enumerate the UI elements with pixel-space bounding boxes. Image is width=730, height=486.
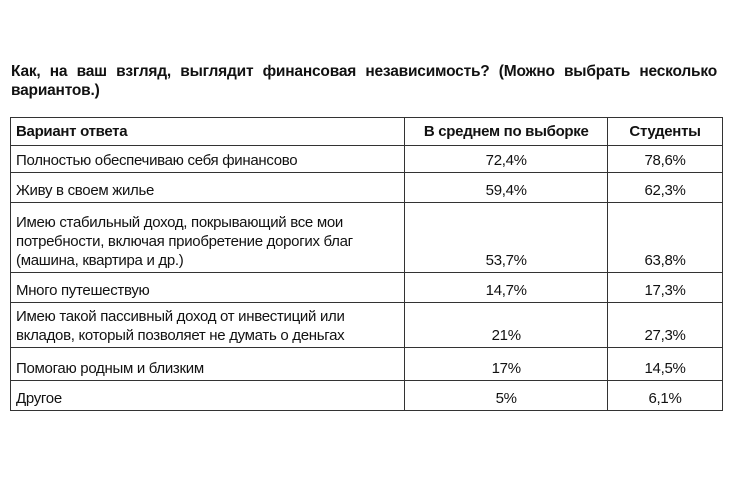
option-cell: Другое <box>11 381 405 411</box>
table-row <box>11 303 723 348</box>
students-cell: 14,5% <box>608 348 723 381</box>
survey-results-table <box>10 117 723 411</box>
option-cell: Имею такой пассивный доход от инвестиций или вкладов, который позволяет не думать о деньгах <box>11 303 405 348</box>
students-cell: 63,8% <box>608 203 723 273</box>
students-cell: 78,6% <box>608 146 723 173</box>
option-cell: Помогаю родным и близким <box>11 348 405 381</box>
average-cell: 14,7% <box>405 273 608 303</box>
header-average: В среднем по выборке <box>405 118 608 146</box>
average-cell: 53,7% <box>405 203 608 273</box>
students-cell: 62,3% <box>608 173 723 203</box>
option-cell: Полностью обеспечиваю себя финансово <box>11 146 405 173</box>
average-cell: 59,4% <box>405 173 608 203</box>
students-cell: 6,1% <box>608 381 723 411</box>
average-cell: 17% <box>405 348 608 381</box>
option-cell: Живу в своем жилье <box>11 173 405 203</box>
table-row <box>11 381 723 411</box>
average-cell: 5% <box>405 381 608 411</box>
table-row <box>11 146 723 173</box>
table-row <box>11 173 723 203</box>
header-students: Студенты <box>608 118 723 146</box>
students-cell: 17,3% <box>608 273 723 303</box>
average-cell: 72,4% <box>405 146 608 173</box>
header-option: Вариант ответа <box>11 118 405 146</box>
average-cell: 21% <box>405 303 608 348</box>
table-row <box>11 273 723 303</box>
table-header-row <box>11 118 723 146</box>
table-row <box>11 203 723 273</box>
students-cell: 27,3% <box>608 303 723 348</box>
question-title: Как, на ваш взгляд, выглядит финансовая независимость? (Можно выбрать несколько вариантов.) <box>11 63 717 99</box>
table-row <box>11 348 723 381</box>
option-cell: Много путешествую <box>11 273 405 303</box>
option-cell: Имею стабильный доход, покрывающий все мои потребности, включая приобретение дорогих благ (машина, квартира и др.) <box>11 203 405 273</box>
